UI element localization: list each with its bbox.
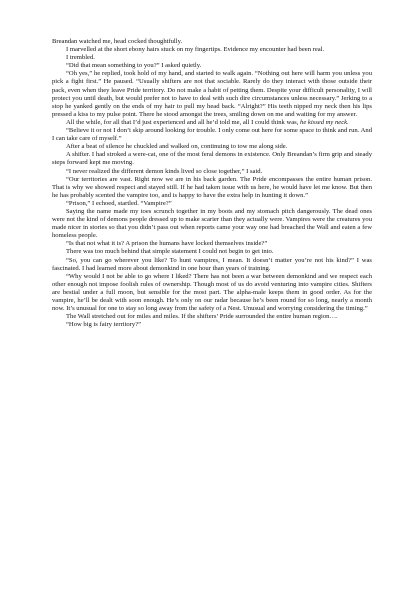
paragraph-with-emphasis bbox=[52, 119, 372, 127]
paragraph: “Is that not what it is? A prison the humans have locked themselves inside?” bbox=[66, 240, 268, 248]
paragraph: There was too much behind that simple statement I could not begin to get into. bbox=[66, 248, 274, 256]
paragraph: “Believe it or not I don’t skip around looking for trouble. I only come out here for some space to think and run. And I can take care of myself.” bbox=[52, 127, 372, 143]
paragraph: “Why would I not be able to go where I liked? There has not been a war between demonkind and we respect each other enough not impose foolish rules of ownership. Though most of us do avoid venturing into vampire cities. Shifters are bestial under a full moon, but sensible for the most part. The alpha-male keeps them in good order. As for the vampire, he’ll be dealt with soon enough. He’s only on our radar because he’s been round for so long, nearly a month now. It’s unusual for one to stay so long away from the safety of a Nest. Unusual and worrying considering the timing.” bbox=[52, 272, 372, 313]
paragraph: “So, you can go wherever you like? To hunt vampires, I mean. It doesn’t matter you’re not his kind?” I was fascinated. I had learned more about demonkind in one hour than years of training. bbox=[52, 256, 372, 272]
paragraph: “Did that mean something to you?” I asked quietly. bbox=[66, 62, 202, 70]
paragraph: “Oh yes,” he replied, took hold of my hand, and started to walk again. “Nothing out here will harm you unless you pick a fight first.” He paused. “Usually shifters are not that sociable. Rarely do they interact with those outside their pack, even when they leave Pride territory. Do not make a habit of petting them. Despite your difficult personality, I will protect you until death, but would prefer not to have to deal with such dire circumstances unless necessary.” Jerking to a stop he yanked gently on the ends of my hair to pull my head back. “Alright?” His teeth nipped my neck then his lips pressed a kiss to my pulse point. There he stood amongst the trees, smiling down on me and waiting for my answer. bbox=[52, 70, 372, 118]
paragraph: “Our territories are vast. Right now we are in his back garden. The Pride encompasses the entire human prison. That is why we showed respect and stayed still. If he had taken issue with us here, he would have let me know. But then he has probably scented the vampire too, and is happy to have the extra help in hunting it down.” bbox=[52, 175, 372, 199]
paragraph-text: All the while, for all that I’d just experienced and all he’d told me, all I could think was, bbox=[66, 118, 299, 126]
paragraph: “How big is fairy territory?” bbox=[66, 321, 142, 329]
paragraph: I trembled. bbox=[66, 54, 95, 62]
paragraph: The Wall stretched out for miles and miles. If the shifters’ Pride surrounded the entire human region…. bbox=[66, 313, 338, 321]
paragraph: A shifter. I had stroked a were-cat, one of the most feral demons in existence. Only Breandan’s firm grip and steady steps forward kept me moving. bbox=[52, 151, 372, 167]
paragraph: Saying the name made my toes scrunch together in my boots and my stomach pitch dangerously. The dead ones were not the kind of demons people dressed up to make scarier than they actually were. Vampires were the creatures you made nicer in stories so that you didn’t pass out when reports came your way one had breached the Wall and eaten a few homeless people. bbox=[52, 207, 372, 240]
paragraph: I marvelled at the short ebony hairs stuck on my fingertips. Evidence my encounter had been real. bbox=[66, 46, 325, 54]
paragraph: Breandan watched me, head cocked thoughtfully. bbox=[52, 38, 183, 45]
paragraph: After a beat of silence he chuckled and walked on, continuing to tow me along side. bbox=[66, 143, 288, 151]
paragraph: “I never realized the different demon kinds lived so close together,” I said. bbox=[66, 167, 263, 175]
emphasis-text: he kissed my neck. bbox=[300, 118, 349, 126]
paragraph: “Prison,” I echoed, startled. “Vampire?” bbox=[66, 199, 172, 207]
